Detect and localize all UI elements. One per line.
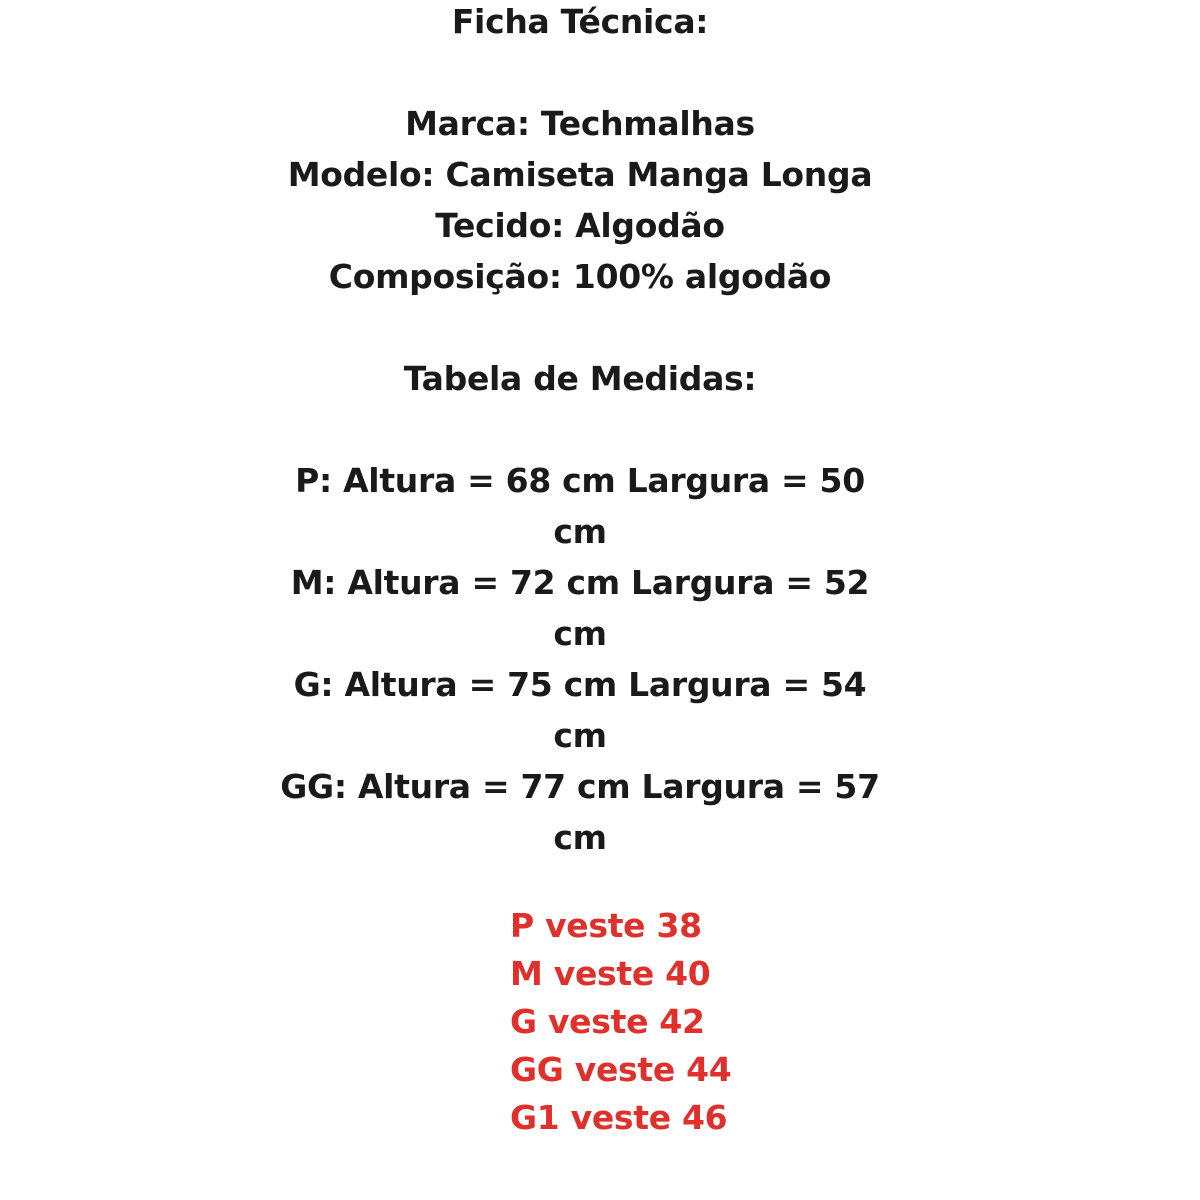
measurement-m-unit: cm bbox=[553, 614, 607, 653]
spec-composition: Composição: 100% algodão bbox=[328, 257, 832, 296]
spec-title: Ficha Técnica: bbox=[451, 2, 709, 41]
spec-fabric: Tecido: Algodão bbox=[435, 206, 725, 245]
size-equivalent-g: G veste 42 bbox=[510, 1002, 705, 1041]
measurement-g-unit: cm bbox=[553, 716, 607, 755]
measurement-p: P: Altura = 68 cm Largura = 50 bbox=[295, 461, 865, 500]
size-equivalent-g1: G1 veste 46 bbox=[510, 1098, 728, 1137]
measurement-m: M: Altura = 72 cm Largura = 52 bbox=[290, 563, 870, 602]
measurement-gg-unit: cm bbox=[553, 818, 607, 857]
measurement-gg: GG: Altura = 77 cm Largura = 57 bbox=[280, 767, 880, 806]
size-equivalent-gg: GG veste 44 bbox=[510, 1050, 732, 1089]
measurements-title: Tabela de Medidas: bbox=[403, 359, 757, 398]
size-equivalent-m: M veste 40 bbox=[510, 954, 711, 993]
size-equivalent-p: P veste 38 bbox=[510, 906, 702, 945]
spec-model: Modelo: Camiseta Manga Longa bbox=[287, 155, 873, 194]
size-equivalents bbox=[510, 902, 830, 1142]
spec-brand: Marca: Techmalhas bbox=[405, 104, 755, 143]
measurement-p-unit: cm bbox=[553, 512, 607, 551]
measurement-g: G: Altura = 75 cm Largura = 54 bbox=[293, 665, 867, 704]
